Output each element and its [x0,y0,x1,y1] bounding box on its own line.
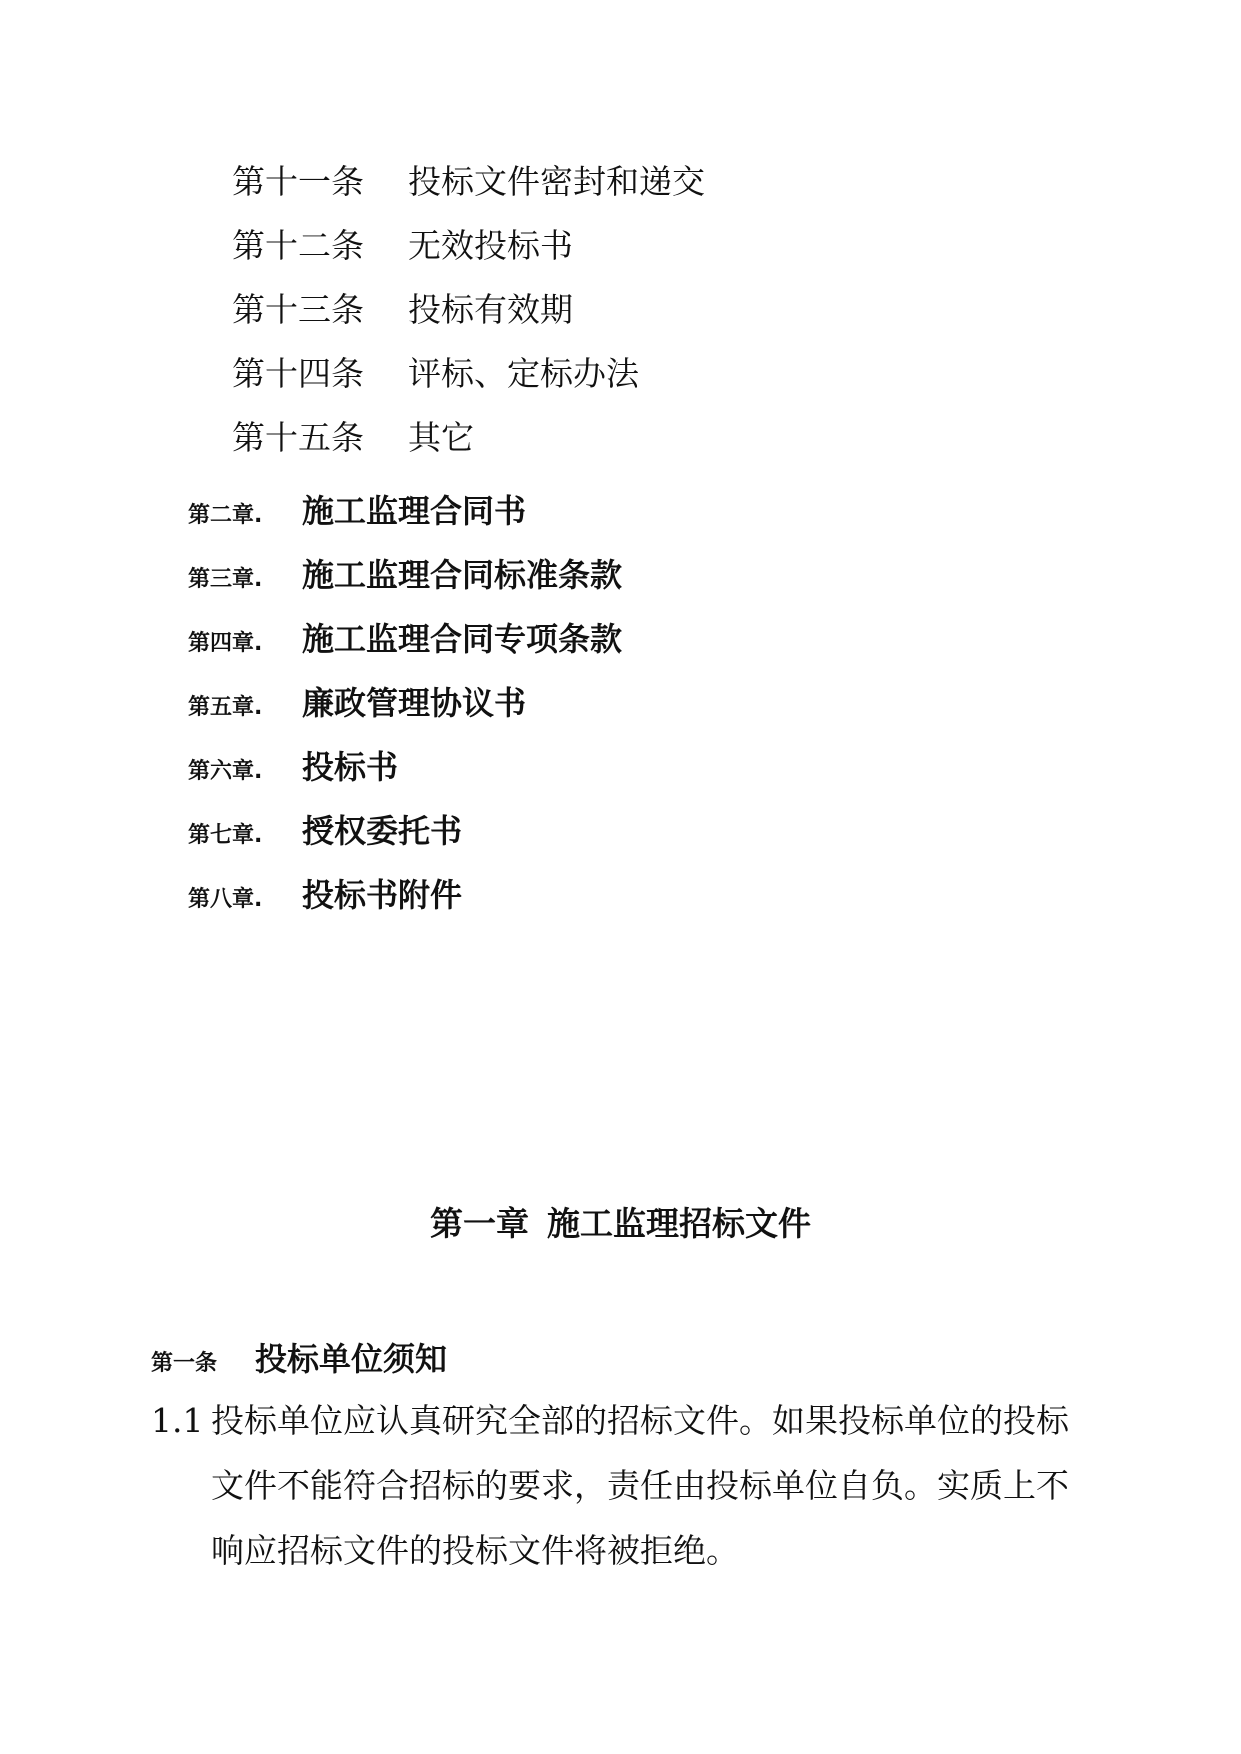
toc-article-12[interactable] [232,226,573,266]
toc-chapter-6[interactable] [188,742,398,788]
toc-chapter-title: 施工监理合同书 [302,492,527,530]
article-heading [151,1334,447,1380]
toc-chapter-number: 第八章. [188,887,263,912]
toc-chapter-title: 施工监理合同标准条款 [302,556,623,594]
toc-article-number: 第十二条 [232,226,364,265]
toc-article-number: 第十一条 [232,162,364,201]
toc-chapter-3[interactable] [188,550,622,596]
toc-article-14[interactable] [232,354,639,394]
toc-article-title: 投标文件密封和递交 [408,162,705,201]
toc-article-title: 评标、定标办法 [408,354,639,393]
toc-article-number: 第十五条 [232,418,364,457]
chapter-heading [0,1198,1241,1245]
toc-article-title: 投标有效期 [408,290,573,329]
toc-chapter-title: 授权委托书 [302,812,463,850]
toc-chapter-number: 第六章. [188,759,263,784]
toc-chapter-8[interactable] [188,870,462,916]
toc-chapter-4[interactable] [188,614,622,660]
toc-chapter-number: 第三章. [188,567,263,592]
article-heading-title: 投标单位须知 [255,1340,448,1378]
toc-chapter-2[interactable] [188,486,526,532]
toc-chapter-title: 施工监理合同专项条款 [302,620,623,658]
toc-chapter-title: 投标书 [302,748,399,786]
toc-chapter-number: 第五章. [188,695,263,720]
chapter-heading-number: 第一章 [430,1204,529,1243]
toc-chapter-7[interactable] [188,806,462,852]
clause-paragraph [151,1388,1081,1583]
toc-article-13[interactable] [232,290,573,330]
clause-text: 投标单位应认真研究全部的招标文件。如果投标单位的投标文件不能符合招标的要求，责任由投标单位自负。实质上不响应招标文件的投标文件将被拒绝。 [211,1401,1069,1570]
chapter-heading-title: 施工监理招标文件 [547,1204,811,1243]
toc-chapter-title: 廉政管理协议书 [302,684,527,722]
toc-chapter-title: 投标书附件 [302,876,463,914]
article-heading-number: 第一条 [151,1351,218,1376]
toc-article-title: 其它 [408,418,474,457]
toc-article-number: 第十三条 [232,290,364,329]
toc-article-15[interactable] [232,418,474,458]
toc-chapter-number: 第四章. [188,631,263,656]
toc-article-number: 第十四条 [232,354,364,393]
toc-chapter-5[interactable] [188,678,526,724]
clause-number: 1.1 [151,1401,204,1440]
toc-article-title: 无效投标书 [408,226,573,265]
toc-chapter-number: 第七章. [188,823,263,848]
toc-chapter-number: 第二章. [188,503,263,528]
toc-article-11[interactable] [232,162,705,202]
